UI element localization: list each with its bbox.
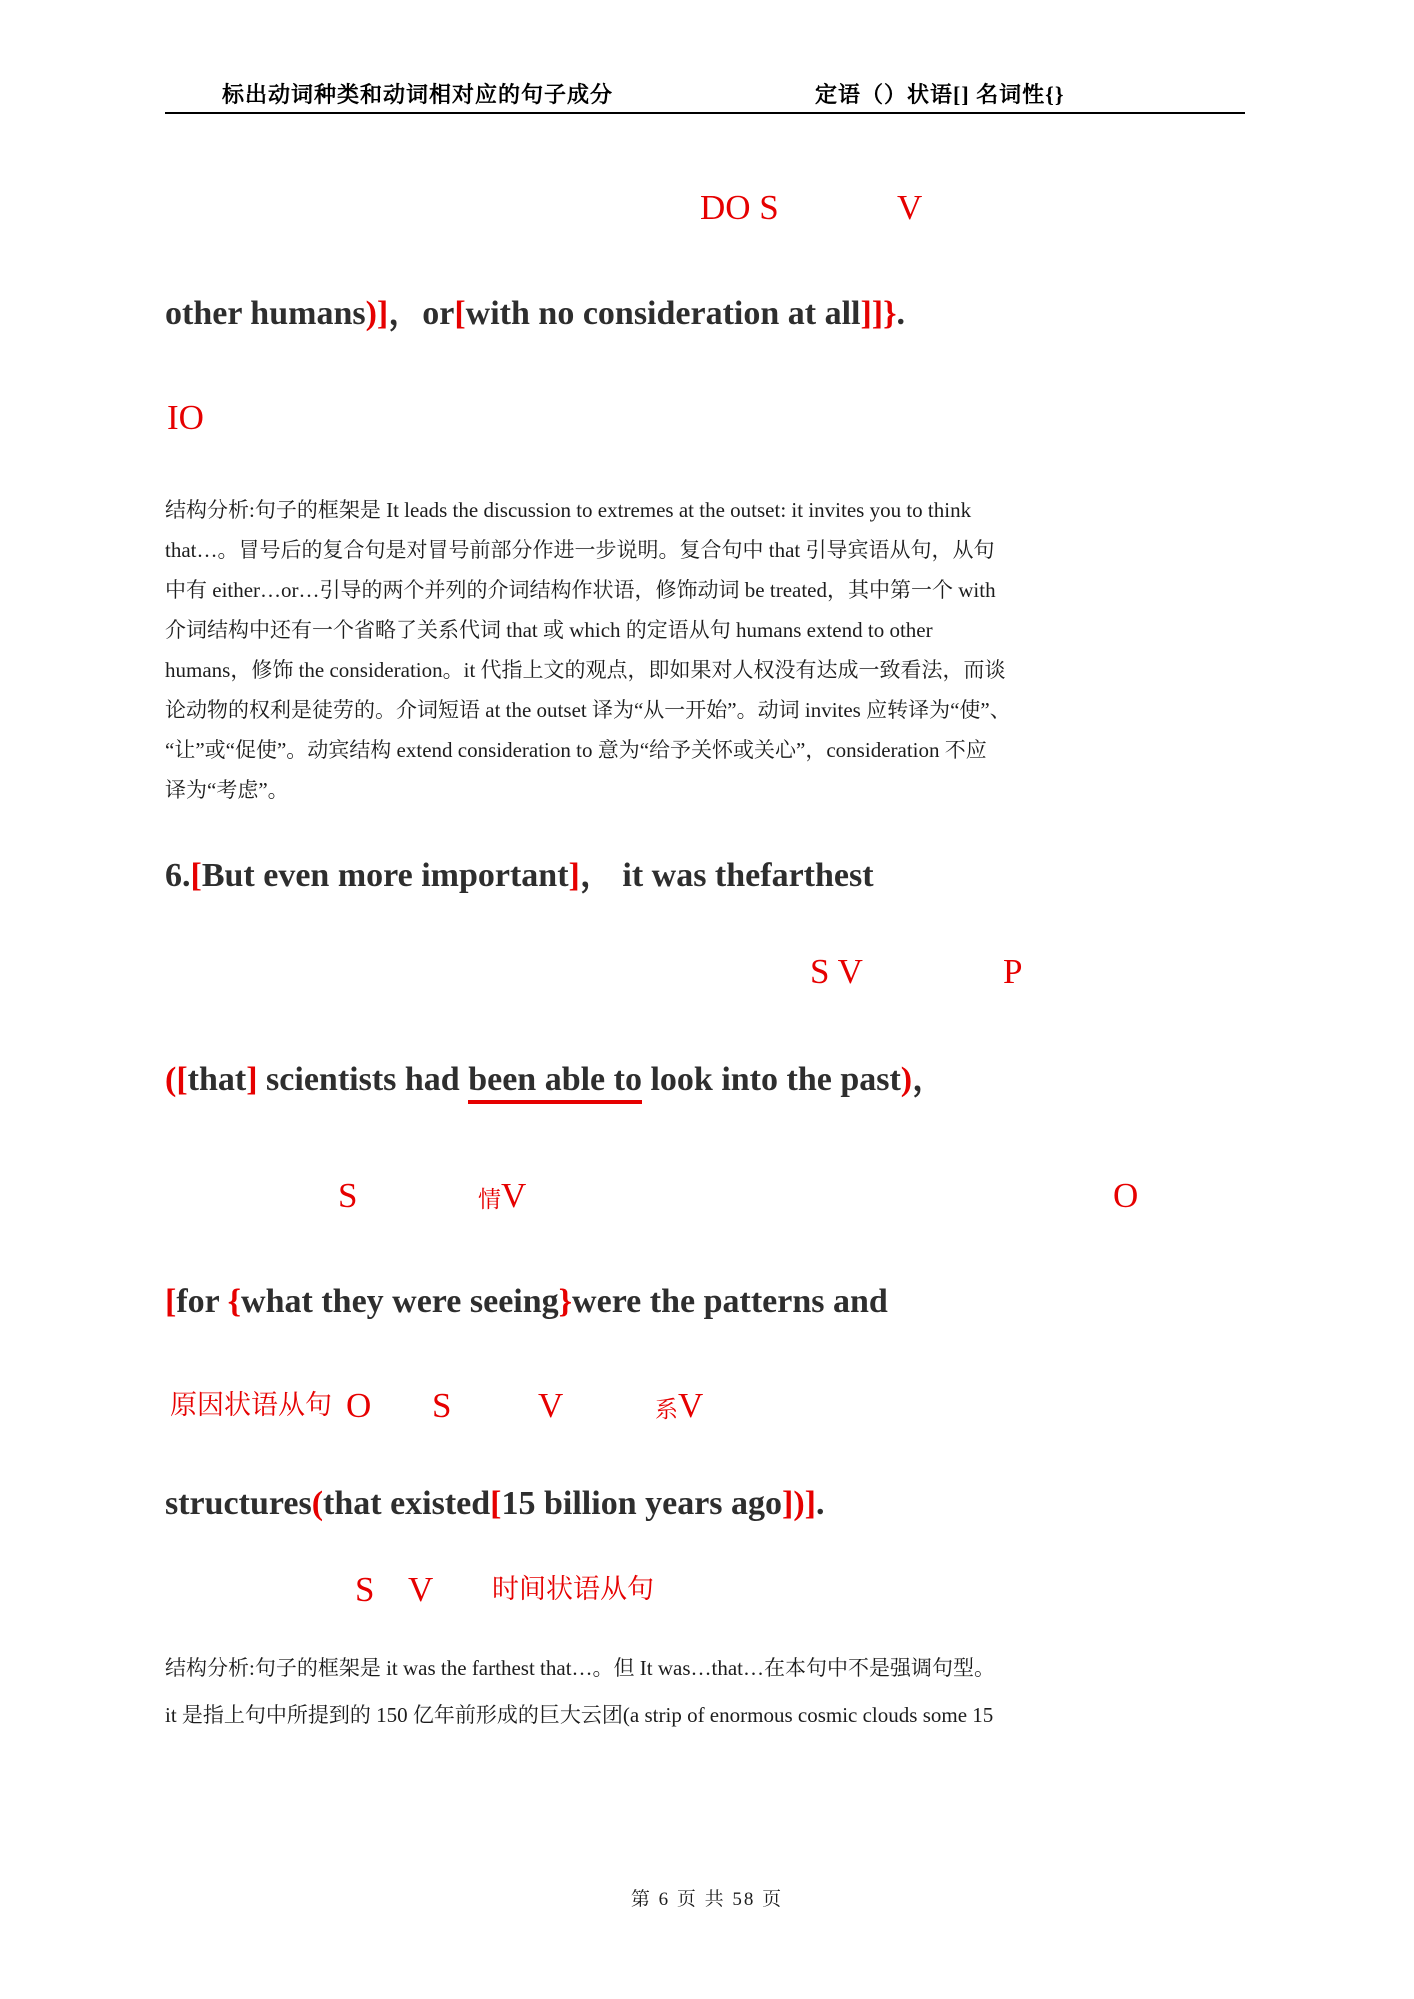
annotation-v: V (408, 1570, 434, 1609)
annotation-o: O (1113, 1176, 1139, 1215)
analysis-line: “让”或“促使”。动宾结构 extend consideration to 意为“给予关怀或关心”，consideration 不应 (165, 738, 987, 762)
analysis-line: 介词结构中还有一个省略了关系代词 that 或 which 的定语从句 humans extend to other (165, 618, 933, 642)
annotation-p: P (1003, 952, 1023, 991)
annotation-o: O (346, 1386, 372, 1425)
analysis-line: 结构分析:句子的框架是 it was the farthest that…。但 It was…that…在本句中不是强调句型。 (165, 1656, 996, 1680)
text-segment: ] (568, 857, 580, 894)
text-segment: ( (165, 1061, 177, 1098)
text-segment: other humans (165, 295, 366, 332)
text-segment: structures (165, 1485, 312, 1522)
text-segment: 15 billion years ago (501, 1485, 783, 1522)
text-segment: look into the past (641, 1061, 901, 1098)
analysis-line: 结构分析:句子的框架是 It leads the discussion to extremes at the outset: it invites you to think (165, 498, 972, 522)
text-segment: it was thefarthest (613, 857, 874, 894)
text-segment: But even more important (201, 857, 569, 894)
text-segment: [ (165, 1283, 177, 1320)
text-segment: . (896, 295, 906, 332)
analysis-line: 中有 either…or…引导的两个并列的介词结构作状语，修饰动词 be treated，其中第一个 with (165, 578, 996, 602)
text-segment: )] (365, 295, 389, 332)
text-segment: for (176, 1283, 228, 1320)
text-segment: ( (311, 1485, 324, 1522)
annotation-v: V (897, 188, 923, 227)
annotation-row-do-s-v (0, 190, 1414, 238)
text-segment: scientists had (257, 1061, 469, 1098)
annotation-v2: V (678, 1386, 704, 1425)
text-segment: that (187, 1061, 247, 1098)
annotation-s: S (432, 1386, 452, 1425)
annotation-row-s-qingv-o (0, 1178, 1414, 1226)
parsed-sentence-6-heading (165, 856, 1285, 897)
text-segment: with no consideration at all (465, 295, 861, 332)
annotation-do-s: DO S (700, 188, 779, 227)
text-segment: ， (912, 1061, 947, 1098)
analysis-line: it 是指上句中所提到的 150 亿年前形成的巨大云团(a strip of enormous cosmic clouds some 15 (165, 1703, 994, 1727)
parsed-sentence-4 (165, 1484, 1285, 1525)
text-segment: or (422, 295, 455, 332)
analysis-paragraph-2 (165, 1645, 1250, 1739)
annotation-xi-v (655, 1388, 703, 1423)
text-segment: { (227, 1283, 242, 1320)
annotation-qing: 情 (478, 1187, 501, 1212)
text-segment: ]]} (860, 295, 897, 332)
annotation-row-s-v-p (0, 954, 1414, 1002)
header-right-label: 定语（）状语[] 名词性{} (815, 82, 1065, 107)
text-segment: } (558, 1283, 573, 1320)
text-segment: what they were seeing (241, 1283, 559, 1320)
annotation-io: IO (167, 398, 204, 437)
text-segment: were the patterns and (572, 1283, 888, 1320)
analysis-line: that…。冒号后的复合句是对冒号前部分作进一步说明。复合句中 that 引导宾语从句，从句 (165, 538, 995, 562)
annotation-xi: 系 (655, 1397, 678, 1422)
text-segment: [ (190, 857, 202, 894)
analysis-paragraph-1 (165, 490, 1250, 810)
annotation-v: V (538, 1386, 564, 1425)
text-segment: . (816, 1485, 825, 1522)
text-segment: ])] (782, 1485, 816, 1522)
annotation-qing-v (478, 1178, 526, 1213)
text-segment: that existed (323, 1485, 491, 1522)
text-segment: [ (490, 1485, 502, 1522)
text-segment: [ (176, 1061, 188, 1098)
annotation-s: S (338, 1176, 358, 1215)
text-segment: ] (246, 1061, 258, 1098)
parsed-sentence-2 (165, 1060, 1285, 1101)
text-segment: been able to (468, 1061, 642, 1104)
page-footer: 第 6 页 共 58 页 (630, 1889, 784, 1910)
parsed-sentence-3 (165, 1282, 1285, 1323)
analysis-line: humans，修饰 the consideration。it 代指上文的观点，即如果对人权没有达成一致看法，而谈 (165, 658, 1006, 682)
annotation-s-v: S V (810, 952, 863, 991)
annotation-time-clause-label: 时间状语从句 (492, 1574, 654, 1604)
header-left-label: 标出动词种类和动词相对应的句子成分 (222, 82, 614, 107)
analysis-line: 译为“考虑”。 (165, 778, 289, 802)
header-divider (165, 112, 1245, 114)
annotation-reason-clause-label: 原因状语从句 (170, 1390, 332, 1420)
text-segment: 6. (165, 857, 191, 894)
text-segment: ) (900, 1061, 913, 1098)
text-segment: [ (454, 295, 466, 332)
annotation-row-reason-clause (0, 1388, 1414, 1436)
parsed-sentence-1 (165, 294, 1285, 335)
annotation-row-time-clause (0, 1572, 1414, 1620)
text-segment: ， (579, 857, 614, 894)
analysis-line: 论动物的权利是徒劳的。介词短语 at the outset 译为“从一开始”。动词 invites 应转译为“使”、 (165, 698, 1011, 722)
annotation-v: V (501, 1176, 527, 1215)
text-segment: ， (388, 295, 423, 332)
annotation-s: S (355, 1570, 375, 1609)
